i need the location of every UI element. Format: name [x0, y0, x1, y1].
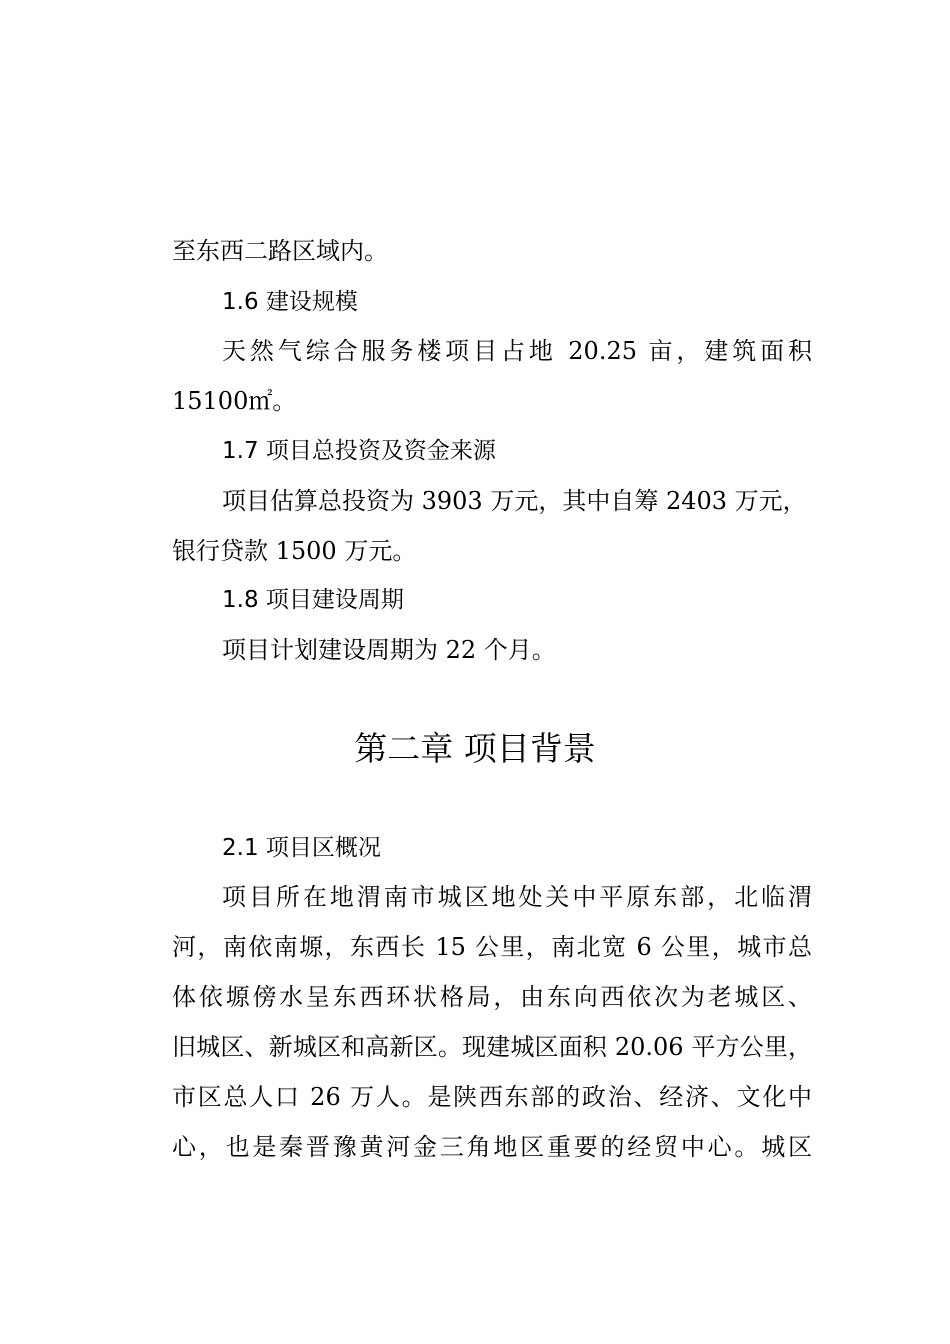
paragraph-line: 至东西二路区域内。: [172, 237, 388, 265]
paragraph-line: 天然气综合服务楼项目占地 20.25 亩，建筑面积: [222, 337, 812, 365]
paragraph-line: 项目所在地渭南市城区地处关中平原东部，北临渭: [222, 883, 812, 911]
paragraph-line: 市区总人口 26 万人。是陕西东部的政治、经济、文化中: [172, 1083, 812, 1111]
paragraph-line: 体依塬傍水呈东西环状格局，由东向西依次为老城区、: [172, 983, 812, 1011]
section-heading-2-1: 2.1 项目区概况: [222, 835, 381, 861]
paragraph-line: 旧城区、新城区和高新区。现建城区面积 20.06 平方公里，: [172, 1033, 812, 1061]
paragraph-line: 银行贷款 1500 万元。: [172, 537, 417, 565]
section-heading-1-7: 1.7 项目总投资及资金来源: [222, 438, 496, 464]
paragraph-line: 项目计划建设周期为 22 个月。: [222, 636, 556, 664]
paragraph-line: [172, 386, 812, 416]
paragraph-line: 河，南依南塬，东西长 15 公里，南北宽 6 公里，城市总: [172, 933, 812, 961]
chapter-title: 第二章 项目背景: [354, 729, 596, 768]
paragraph-line: 项目估算总投资为 3903 万元，其中自筹 2403 万元，: [222, 487, 807, 515]
punctuation: 。: [272, 387, 297, 415]
paragraph-line: 心，也是秦晋豫黄河金三角地区重要的经贸中心。城区: [172, 1133, 812, 1161]
section-heading-1-8: 1.8 项目建设周期: [222, 587, 404, 613]
section-heading-1-6: 1.6 建设规模: [222, 289, 358, 315]
area-value: 15100㎡: [172, 387, 273, 415]
